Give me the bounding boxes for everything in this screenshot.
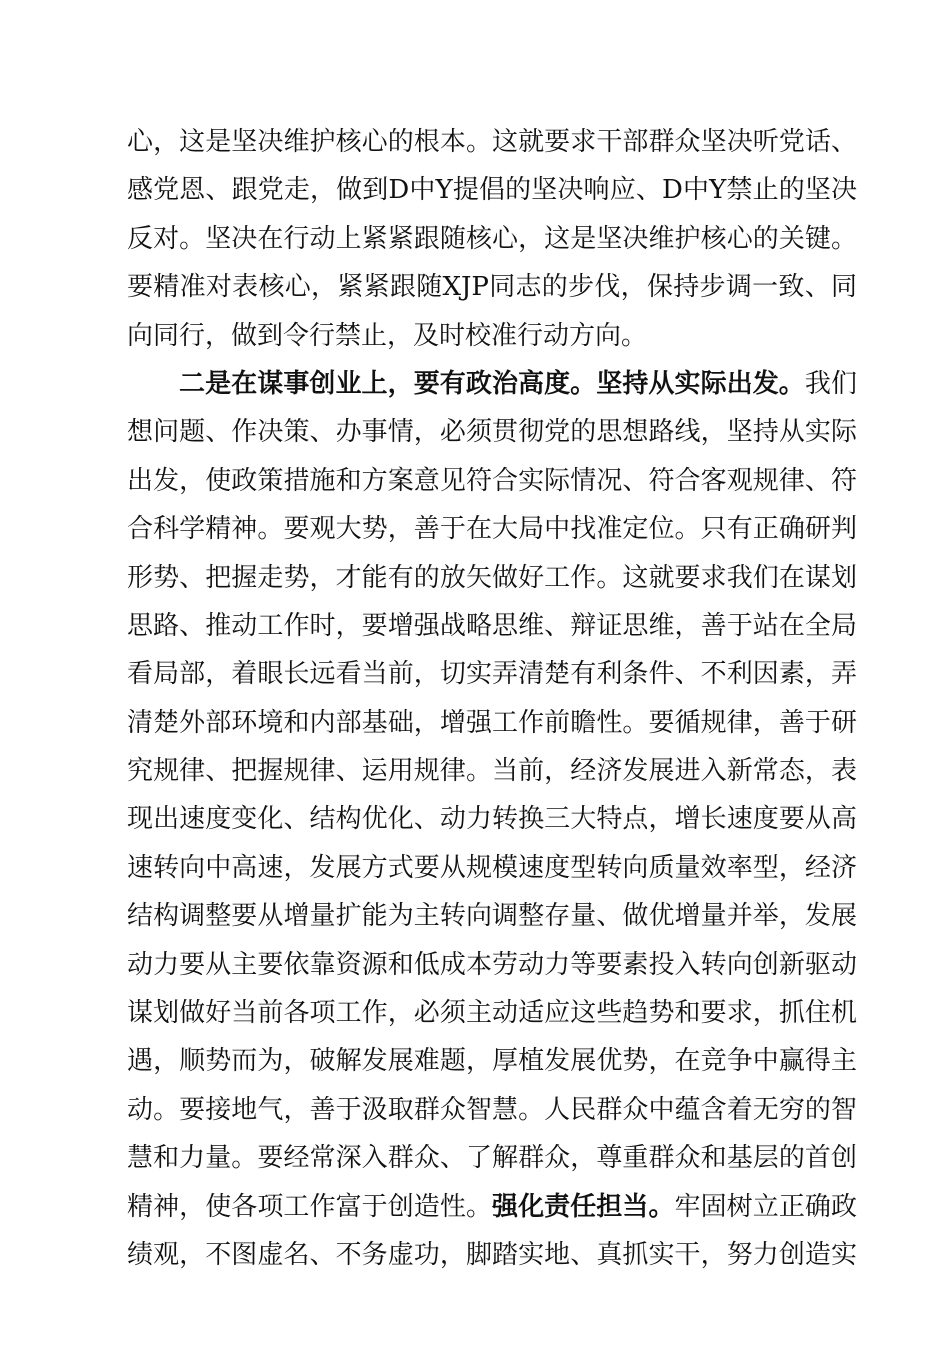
document-body: [127, 118, 857, 1279]
body-text: 我们: [804, 368, 857, 399]
text-line: [127, 215, 857, 263]
body-text: 形势、把握走势，才能有的放矢做好工作。这就要求我们在谋划: [127, 562, 857, 593]
body-text: 心，这是坚决维护核心的根本。这就要求干部群众坚决听党话、: [127, 127, 857, 157]
body-text: 反对。坚决在行动上紧紧跟随核心，这是坚决维护核心的关键。: [127, 223, 857, 254]
body-text: 遇，顺势而为，破解发展难题，厚植发展优势，在竞争中赢得主: [127, 1046, 857, 1077]
body-text: 动力要从主要依靠资源和低成本劳动力等要素投入转向创新驱动: [127, 949, 857, 980]
body-text: 精神，使各项工作富于创造性。: [127, 1191, 493, 1222]
body-text: 要精准对表核心，紧紧跟随XJP同志的步伐，保持步调一致、同: [127, 272, 857, 303]
text-line: [127, 844, 857, 892]
body-text: 出发，使政策措施和方案意见符合实际情况、符合客观规律、符: [127, 465, 857, 496]
body-text: 结构调整要从增量扩能为主转向调整存量、做优增量并举，发展: [127, 901, 857, 932]
text-line: [127, 505, 857, 553]
body-text: 谋划做好当前各项工作，必须主动适应这些趋势和要求，抓住机: [127, 998, 857, 1029]
text-line: [127, 1134, 857, 1182]
text-line: [127, 1086, 857, 1134]
text-line: [127, 554, 857, 602]
body-text: 慧和力量。要经常深入群众、了解群众，尊重群众和基层的首创: [127, 1143, 857, 1174]
body-text: 清楚外部环境和内部基础，增强工作前瞻性。要循规律，善于研: [127, 707, 857, 738]
text-line: [127, 699, 857, 747]
text-line: [127, 457, 857, 505]
text-line: [127, 263, 857, 311]
text-line: [127, 602, 857, 650]
text-line: [127, 650, 857, 698]
body-text: 现出速度变化、结构优化、动力转换三大特点，增长速度要从高: [127, 804, 857, 835]
bold-heading-text: 二是在谋事创业上，要有政治高度。坚持从实际出发。: [179, 368, 805, 399]
text-line: [127, 892, 857, 940]
body-text: 绩观，不图虚名、不务虚功，脚踏实地、真抓实干，努力创造实: [127, 1239, 857, 1270]
bold-heading-text: 强化责任担当。: [492, 1191, 675, 1222]
text-line: [127, 312, 857, 360]
body-text: 究规律、把握规律、运用规律。当前，经济发展进入新常态，表: [127, 756, 857, 787]
body-text: 牢固树立正确政: [674, 1191, 857, 1222]
text-line: [127, 408, 857, 456]
body-text: 思路、推动工作时，要增强战略思维、辩证思维，善于站在全局: [127, 610, 857, 641]
body-text: 感党恩、跟党走，做到D中Y提倡的坚决响应、D中Y禁止的坚决: [127, 175, 857, 206]
text-line: [127, 795, 857, 843]
body-text: 动。要接地气，善于汲取群众智慧。人民群众中蕴含着无穷的智: [127, 1094, 857, 1125]
body-text: 想问题、作决策、办事情，必须贯彻党的思想路线，坚持从实际: [127, 417, 857, 448]
text-line: [127, 166, 857, 214]
body-text: 合科学精神。要观大势，善于在大局中找准定位。只有正确研判: [127, 514, 857, 545]
body-text: 看局部，着眼长远看当前，切实弄清楚有利条件、不利因素，弄: [127, 659, 857, 690]
text-line: [127, 1183, 857, 1231]
text-line: [127, 1037, 857, 1085]
text-line: [127, 1231, 857, 1279]
text-line: [127, 989, 857, 1037]
paragraph-first-line: [127, 360, 857, 408]
body-text: 速转向中高速，发展方式要从规模速度型转向质量效率型，经济: [127, 852, 857, 883]
text-line: [127, 747, 857, 795]
text-line: [127, 941, 857, 989]
text-line: [127, 118, 857, 166]
body-text: 向同行，做到令行禁止，及时校准行动方向。: [127, 320, 648, 351]
